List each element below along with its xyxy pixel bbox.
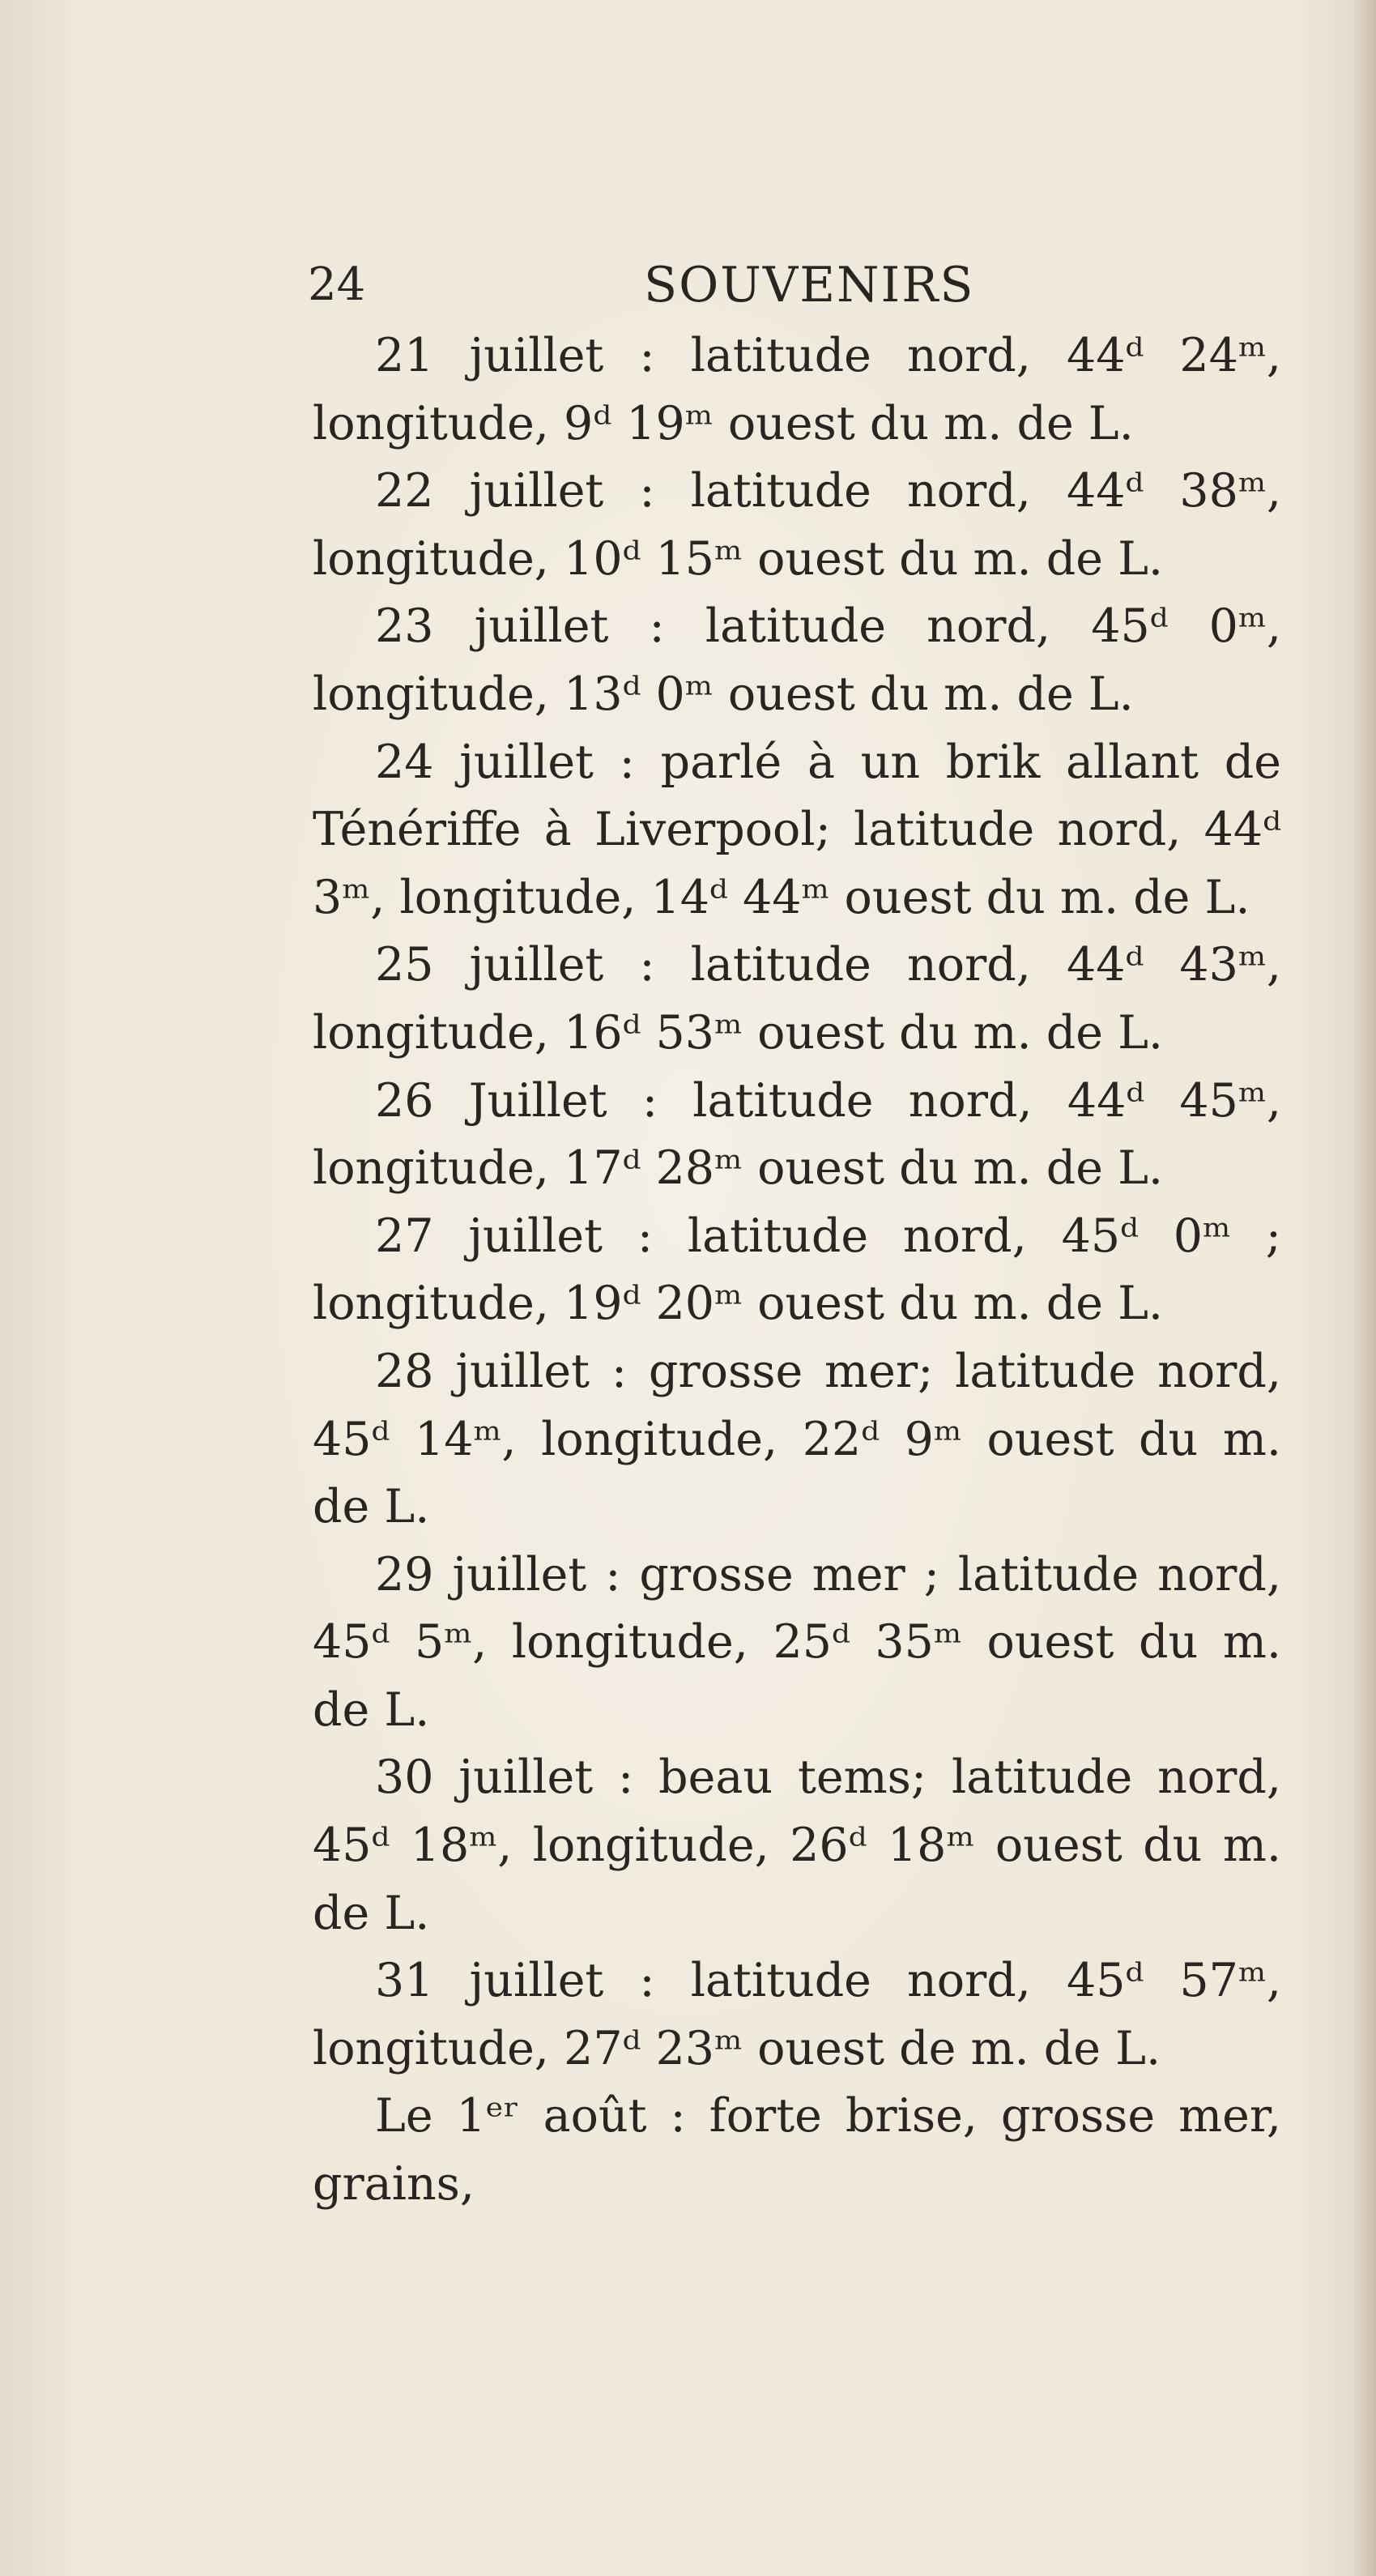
page-number: 24 — [308, 258, 366, 311]
running-title: SOUVENIRS — [644, 257, 975, 313]
page-header — [308, 253, 975, 318]
log-entry: 29 juillet : grosse mer ; latitude nord, 45ᵈ 5ᵐ, longitude, 25ᵈ 35ᵐ ouest du m. de L. — [313, 1547, 1281, 1737]
log-entry: 21 juillet : latitude nord, 44ᵈ 24ᵐ, longitude, 9ᵈ 19ᵐ ouest du m. de L. — [313, 329, 1281, 450]
log-entry: 30 juillet : beau tems; latitude nord, 45ᵈ 18ᵐ, longitude, 26ᵈ 18ᵐ ouest du m. de L. — [313, 1751, 1281, 1940]
log-entry: 28 juillet : grosse mer; latitude nord, 45ᵈ 14ᵐ, longitude, 22ᵈ 9ᵐ ouest du m. de L. — [313, 1344, 1281, 1534]
body-text — [313, 322, 1281, 2219]
log-entry: 31 juillet : latitude nord, 45ᵈ 57ᵐ, longitude, 27ᵈ 23ᵐ ouest de m. de L. — [313, 1954, 1281, 2075]
log-entry: 24 juillet : parlé à un brik allant de Ténériffe à Liverpool; latitude nord, 44ᵈ 3ᵐ, longitude, 14ᵈ 44ᵐ ouest du m. de L. — [313, 735, 1281, 924]
log-entry: 26 Juillet : latitude nord, 44ᵈ 45ᵐ, longitude, 17ᵈ 28ᵐ ouest du m. de L. — [313, 1073, 1281, 1196]
log-entry: Le 1ᵉʳ août : forte brise, grosse mer, grains, — [313, 2089, 1281, 2211]
log-entry: 27 juillet : latitude nord, 45ᵈ 0ᵐ ; longitude, 19ᵈ 20ᵐ ouest du m. de L. — [313, 1209, 1281, 1331]
log-entry: 23 juillet : latitude nord, 45ᵈ 0ᵐ, longitude, 13ᵈ 0ᵐ ouest du m. de L. — [313, 599, 1281, 721]
log-entry: 25 juillet : latitude nord, 44ᵈ 43ᵐ, longitude, 16ᵈ 53ᵐ ouest du m. de L. — [313, 938, 1281, 1060]
log-entry: 22 juillet : latitude nord, 44ᵈ 38ᵐ, longitude, 10ᵈ 15ᵐ ouest du m. de L. — [313, 464, 1281, 586]
